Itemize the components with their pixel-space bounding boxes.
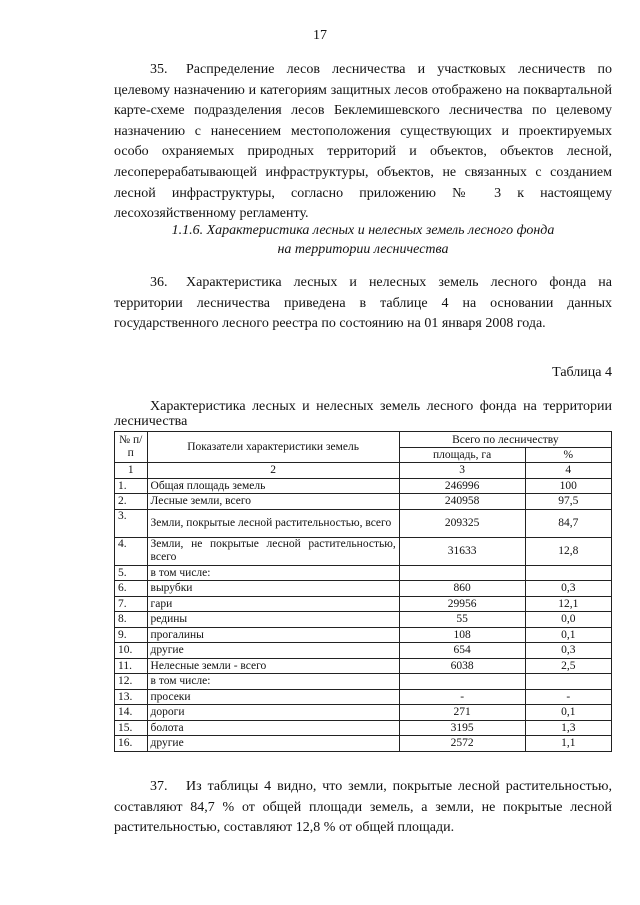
table-row [115,736,612,752]
row-number: 1. [115,478,148,494]
table-row [115,674,612,690]
paragraph-37-text: Из таблицы 4 видно, что земли, покрытые лесной растительностью, составляют 84,7 % от общей площади земель, а земли, не покрытые лесной растительностью, составляют 12,8 % от общей площади. [114,779,612,836]
row-percent: 1,3 [525,720,611,736]
paragraph-37-number: 37. [150,779,168,794]
row-area: 3195 [399,720,525,736]
header-total: Всего по лесничеству [399,432,611,448]
row-name: Лесные земли, всего [147,494,399,510]
row-name: Общая площадь земель [147,478,399,494]
table-row [115,720,612,736]
row-area: 246996 [399,478,525,494]
row-percent [525,674,611,690]
row-number: 15. [115,720,148,736]
row-name: дороги [147,705,399,721]
row-percent: 97,5 [525,494,611,510]
paragraph-35-number: 35. [150,62,168,77]
column-number: 3 [399,463,525,479]
header-percent: % [525,448,611,463]
row-area: 55 [399,612,525,628]
row-number: 9. [115,627,148,643]
paragraph-36-number: 36. [150,275,168,290]
row-percent [525,565,611,581]
paragraph-36 [114,273,612,335]
row-percent: 0,3 [525,581,611,597]
section-heading [114,221,612,259]
table-row [115,627,612,643]
row-number: 3. [115,509,148,537]
row-name: в том числе: [147,674,399,690]
row-name: в том числе: [147,565,399,581]
table-row [115,537,612,565]
table-caption: Характеристика лесных и нелесных земель лесного фонда на территории лесничества [114,399,612,429]
row-percent: 1,1 [525,736,611,752]
header-area: площадь, га [399,448,525,463]
row-area: 209325 [399,509,525,537]
paragraph-35-text: Распределение лесов лесничества и участковых лесничеств по целевому назначению и категориям защитных лесов отображено на поквартальной карте-схеме подразделения лесов Беклемишевского лесничества по целевому назначению с нанесением местоположения существующих и проектируемых особо охраняемых природных территорий и объектов, объектов лесной, лесоперерабатывающей инфраструктуры, объектов, не связанных с созданием лесной инфраструктуры, согласно приложению № 3 к настоящему лесохозяйственному регламенту. [114,62,612,222]
row-area: - [399,689,525,705]
row-name: Нелесные земли - всего [147,658,399,674]
row-number: 11. [115,658,148,674]
row-area [399,674,525,690]
row-number: 10. [115,643,148,659]
table-row [115,565,612,581]
land-characteristics-table [114,431,612,752]
row-name: болота [147,720,399,736]
row-area: 271 [399,705,525,721]
row-number: 8. [115,612,148,628]
row-number: 12. [115,674,148,690]
section-heading-line-1: 1.1.6. Характеристика лесных и нелесных земель лесного фонда [171,223,555,238]
table-row [115,658,612,674]
table-row [115,478,612,494]
row-percent: 0,3 [525,643,611,659]
row-number: 14. [115,705,148,721]
paragraph-37 [114,777,612,839]
row-percent: 0,0 [525,612,611,628]
table-row [115,494,612,510]
table-row [115,689,612,705]
row-number: 7. [115,596,148,612]
row-name: редины [147,612,399,628]
row-area: 2572 [399,736,525,752]
row-area: 860 [399,581,525,597]
row-name: другие [147,736,399,752]
row-number: 6. [115,581,148,597]
row-name: Земли, не покрытые лесной растительностью, всего [147,537,399,565]
row-area: 240958 [399,494,525,510]
table-row [115,596,612,612]
section-heading-line-2: на территории лесничества [277,242,449,257]
row-name: Земли, покрытые лесной растительностью, всего [147,509,399,537]
table-row [115,705,612,721]
row-percent: 100 [525,478,611,494]
row-name: гари [147,596,399,612]
row-number: 13. [115,689,148,705]
paragraph-35 [114,60,612,225]
row-number: 5. [115,565,148,581]
row-area: 6038 [399,658,525,674]
page-number: 17 [313,28,327,43]
row-area: 31633 [399,537,525,565]
row-name: просеки [147,689,399,705]
header-number: № п/п [115,432,148,463]
row-percent: 0,1 [525,705,611,721]
row-percent: 12,1 [525,596,611,612]
row-name: вырубки [147,581,399,597]
header-indicator: Показатели характеристики земель [147,432,399,463]
row-area [399,565,525,581]
row-number: 4. [115,537,148,565]
table-row [115,509,612,537]
row-name: прогалины [147,627,399,643]
row-number: 2. [115,494,148,510]
row-number: 16. [115,736,148,752]
paragraph-36-text: Характеристика лесных и нелесных земель лесного фонда на территории лесничества приведена в таблице 4 на основании данных государственного лесного реестра по состоянию на 01 января 2008 года. [114,275,612,332]
row-area: 108 [399,627,525,643]
table-row [115,643,612,659]
table-row [115,581,612,597]
row-percent: 2,5 [525,658,611,674]
column-number: 4 [525,463,611,479]
row-name: другие [147,643,399,659]
row-percent: 0,1 [525,627,611,643]
table-label: Таблица 4 [552,365,612,380]
row-percent: 12,8 [525,537,611,565]
row-area: 29956 [399,596,525,612]
row-area: 654 [399,643,525,659]
column-number-row [115,463,612,479]
row-percent: 84,7 [525,509,611,537]
column-number: 1 [115,463,148,479]
table-row [115,612,612,628]
column-number: 2 [147,463,399,479]
row-percent: - [525,689,611,705]
